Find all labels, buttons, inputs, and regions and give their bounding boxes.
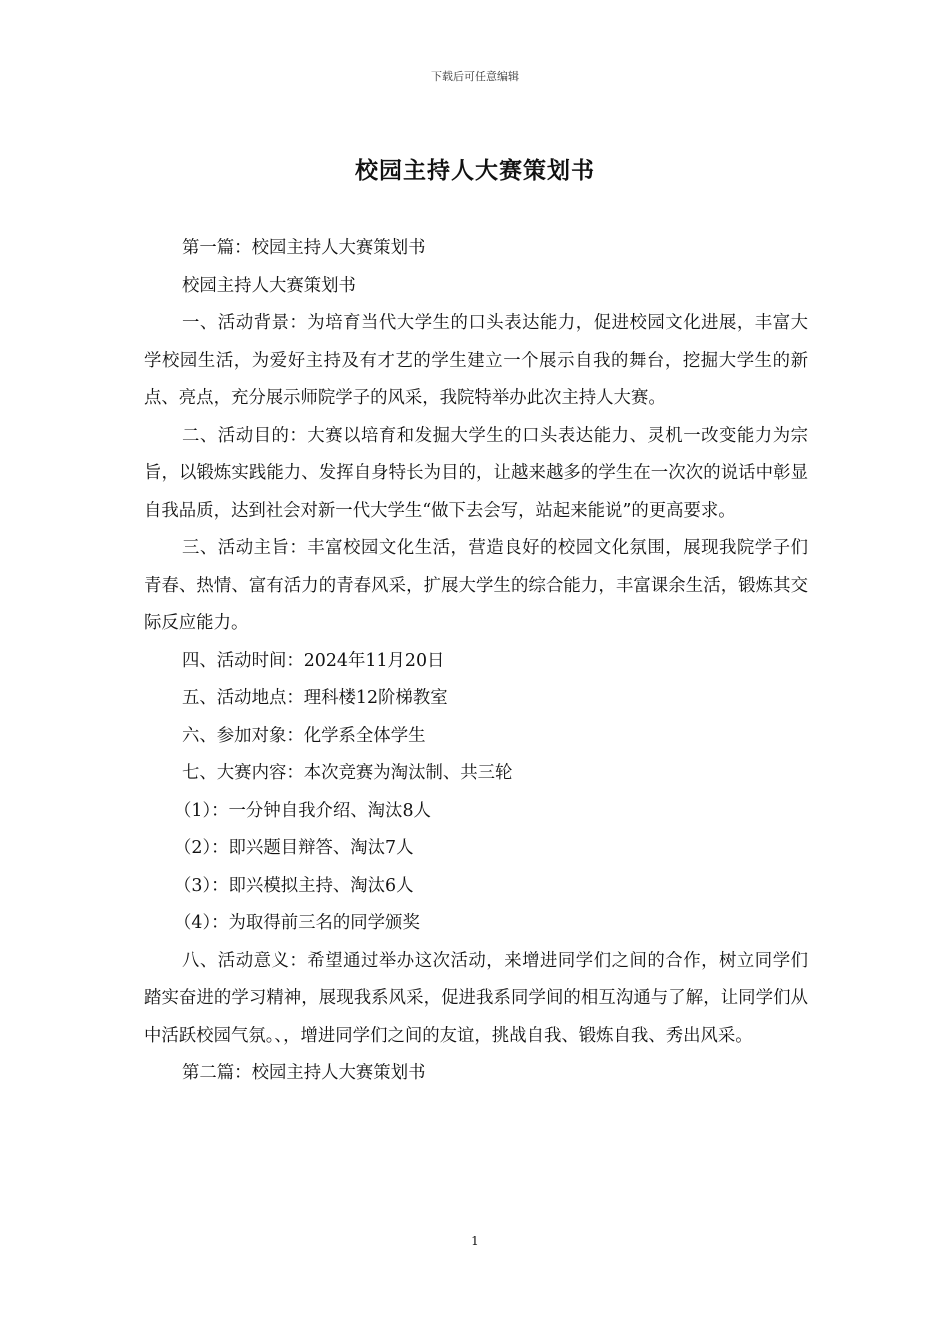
paragraph-background: 一、活动背景：为培育当代大学生的口头表达能力，促进校园文化进展，丰富大学校园生活，为爱好主持及有才艺的学生建立一个展示自我的舞台，挖掘大学生的新点、亮点，充分展示师院学子的风采，我院特举办此次主持人大赛。 (144, 313, 808, 408)
paragraph-location: 五、活动地点：理科楼12阶梯教室 (182, 688, 448, 708)
document-body (144, 230, 808, 1093)
list-item-round-3: （3）：即兴模拟主持、淘汰6人 (174, 875, 414, 896)
section-heading-second: 第二篇：校园主持人大赛策划书 (182, 1063, 426, 1083)
header-note: 下载后可任意编辑 (431, 70, 519, 83)
paragraph-content: 七、大赛内容：本次竞赛为淘汰制、共三轮 (182, 763, 513, 783)
paragraph-time: 四、活动时间：2024年11月20日 (182, 650, 445, 671)
document-title: 校园主持人大赛策划书 (355, 158, 595, 184)
list-item-award: （4）：为取得前三名的同学颁奖 (174, 913, 420, 933)
subtitle-line: 校园主持人大赛策划书 (182, 275, 356, 296)
paragraph-theme: 三、活动主旨：丰富校园文化生活，营造良好的校园文化氛围，展现我院学子们青春、热情、富有活力的青春风采，扩展大学生的综合能力，丰富课余生活，锻炼其交际反应能力。 (144, 538, 808, 633)
page-number: 1 (471, 1234, 479, 1248)
list-item-round-1: （1）：一分钟自我介绍、淘汰8人 (174, 800, 431, 821)
section-heading-first: 第一篇：校园主持人大赛策划书 (182, 238, 426, 258)
paragraph-significance: 八、活动意义：希望通过举办这次活动，来增进同学们之间的合作，树立同学们踏实奋进的学习精神，展现我系风采，促进我系同学间的相互沟通与了解，让同学们从中活跃校园气氛。、，增进同学们之间的友谊，挑战自我、锻炼自我、秀出风采。 (144, 950, 808, 1046)
list-item-round-2: （2）：即兴题目辩答、淘汰7人 (174, 838, 414, 858)
paragraph-purpose: 二、活动目的：大赛以培育和发掘大学生的口头表达能力、灵机一改变能力为宗旨，以锻炼实践能力、发挥自身特长为目的，让越来越多的学生在一次次的说话中彰显自我品质，达到社会对新一代大学生“做下去会写，站起来能说”的更高要求。 (144, 425, 808, 521)
paragraph-participants: 六、参加对象：化学系全体学生 (182, 725, 426, 746)
